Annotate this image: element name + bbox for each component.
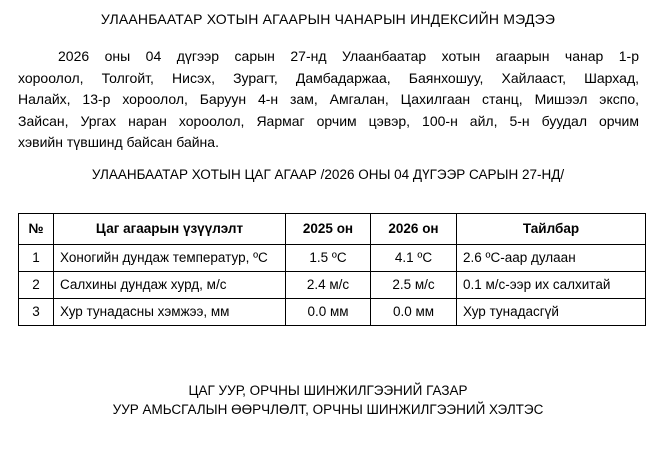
remark-cell: 0.1 м/с-ээр их салхитай: [457, 271, 646, 298]
table-header-row: [19, 213, 646, 244]
column-header-indicator: Цаг агаарын үзүүлэлт: [54, 213, 286, 244]
table-row: [19, 298, 646, 325]
column-header-remark: Тайлбар: [457, 213, 646, 244]
row-number-cell: 1: [19, 244, 54, 271]
table-row: [19, 271, 646, 298]
column-header-2026: 2026 он: [371, 213, 457, 244]
document-page: [0, 11, 656, 457]
indicator-cell: Хоногийн дундаж температур, ºС: [54, 244, 286, 271]
value-2026-cell: 4.1 ºС: [371, 244, 457, 271]
column-header-2025: 2025 он: [286, 213, 371, 244]
weather-table: [18, 213, 646, 326]
paragraph-line: 2026 оны 04 дүгээр сарын 27-нд Улаанбаатар хотын агаарын чанар 1-р: [58, 48, 639, 64]
value-2026-cell: 2.5 м/с: [371, 271, 457, 298]
row-number-cell: 2: [19, 271, 54, 298]
value-2026-cell: 0.0 мм: [371, 298, 457, 325]
row-number-cell: 3: [19, 298, 54, 325]
footer-org-line: ЦАГ УУР, ОРЧНЫ ШИНЖИЛГЭЭНИЙ ГАЗАР: [188, 382, 468, 398]
remark-cell: Хур тунадасгүй: [457, 298, 646, 325]
value-2025-cell: 1.5 ºС: [286, 244, 371, 271]
document-title: УЛААНБААТАР ХОТЫН АГААРЫН ЧАНАРЫН ИНДЕКСИЙН МЭДЭЭ: [100, 11, 556, 27]
paragraph-line: Зайсан, Ургах наран хороолол, Яармаг орчим цэвэр, 100-н айл, 5-н буудал орчим: [18, 112, 639, 129]
remark-cell: 2.6 ºС-аар дулаан: [457, 244, 646, 271]
paragraph-line: хэвийн түвшинд байсан байна.: [18, 134, 219, 151]
document-footer: [0, 381, 656, 420]
paragraph-line: хороолол, Толгойт, Нисэх, Зурагт, Дамбадаржаа, Баянхошуу, Хайлааст, Шархад,: [18, 69, 639, 86]
indicator-cell: Хур тунадасны хэмжээ, мм: [54, 298, 286, 325]
indicator-cell: Салхины дундаж хурд, м/с: [54, 271, 286, 298]
column-header-number: №: [19, 213, 54, 244]
value-2025-cell: 0.0 мм: [286, 298, 371, 325]
intro-paragraph: [18, 46, 639, 154]
paragraph-line: Налайх, 13-р хороолол, Баруун 4-н зам, Амгалан, Цахилгаан станц, Мишээл экспо,: [18, 91, 639, 108]
table-row: [19, 244, 646, 271]
value-2025-cell: 2.4 м/с: [286, 271, 371, 298]
footer-org-line: УУР АМЬСГАЛЫН ӨӨРЧЛӨЛТ, ОРЧНЫ ШИНЖИЛГЭЭНИЙ ХЭЛТЭС: [112, 402, 544, 418]
weather-subtitle: УЛААНБААТАР ХОТЫН ЦАГ АГААР /2026 ОНЫ 04 ДҮГЭЭР САРЫН 27-НД/: [91, 166, 565, 182]
